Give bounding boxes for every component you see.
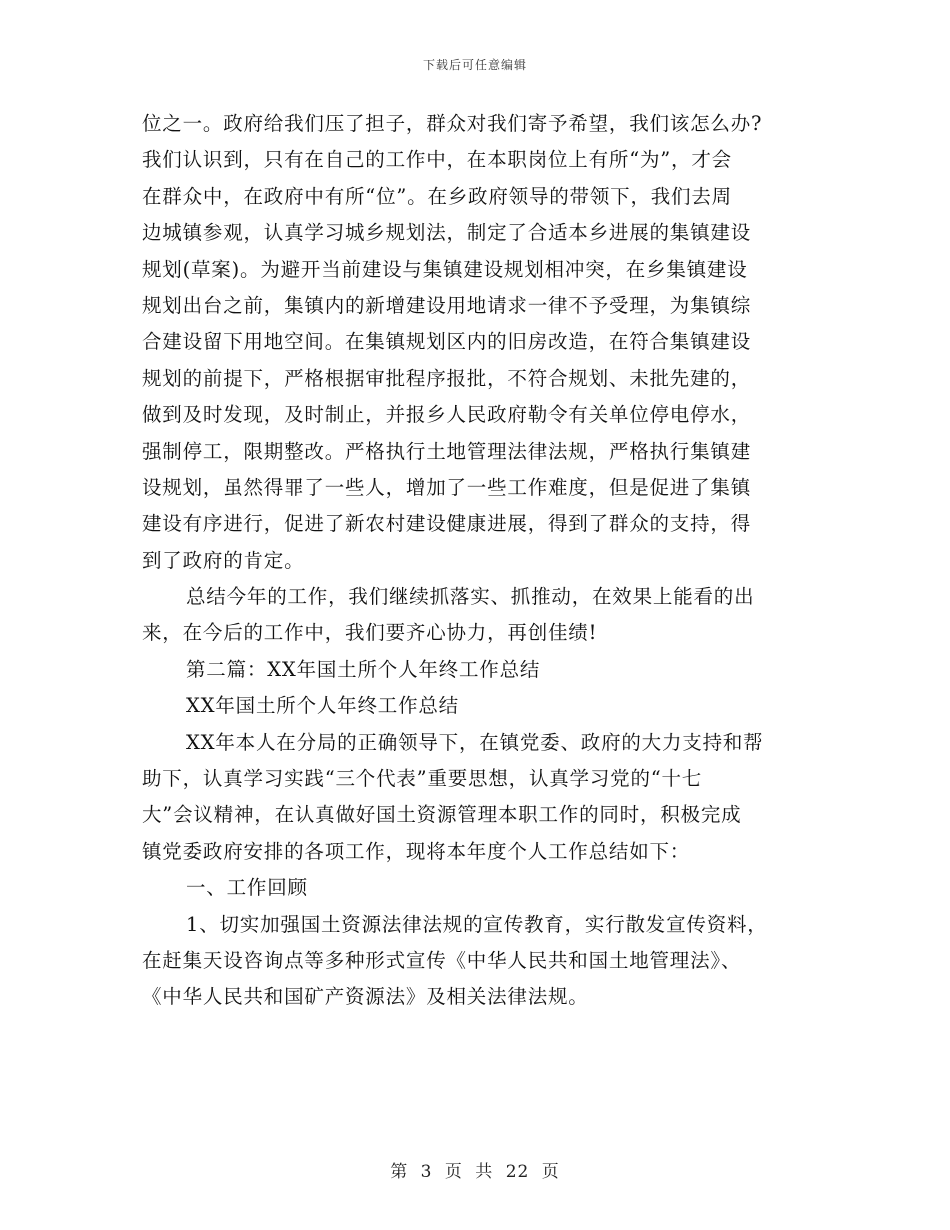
body-line: 规划(草案)。为避开当前建设与集镇建设规划相冲突，在乡集镇建设 — [142, 257, 748, 281]
body-line: 来，在今后的工作中，我们要齐心协力，再创佳绩! — [142, 621, 598, 645]
document-body — [142, 106, 807, 1016]
body-line: 镇党委政府安排的各项工作，现将本年度个人工作总结如下： — [142, 839, 691, 863]
body-line: 在群众中，在政府中有所“位”。在乡政府领导的带领下，我们去周 — [142, 184, 732, 208]
paragraph-start-line: 总结今年的工作，我们继续抓落实、抓推动，在效果上能看的出 — [186, 585, 755, 609]
body-line: 建设有序进行，促进了新农村建设健康进展，得到了群众的支持，得 — [142, 512, 752, 536]
subsection-heading: 一、工作回顾 — [186, 876, 308, 900]
page-number-footer: 第 3 页 共 22 页 — [390, 1162, 560, 1182]
page-header: 下载后可任意编辑 — [422, 58, 527, 72]
body-line: 到了政府的肯定。 — [142, 548, 305, 572]
body-line: 助下，认真学习实践“三个代表”重要思想，认真学习党的“十七 — [142, 767, 703, 791]
body-line: 设规划，虽然得罪了一些人，增加了一些工作难度，但是促进了集镇 — [142, 475, 752, 499]
paragraph-start-line: XX年本人在分局的正确领导下，在镇党委、政府的大力支持和帮 — [186, 730, 764, 754]
paragraph-start-line: 1、切实加强国土资源法律法规的宣传教育，实行散发宣传资料， — [186, 912, 768, 936]
body-line: 边城镇参观，认真学习城乡规划法，制定了合适本乡进展的集镇建设 — [142, 221, 752, 245]
body-line: 位之一。政府给我们压了担子，群众对我们寄予希望，我们该怎么办? — [142, 112, 763, 135]
body-line: 强制停工，限期整改。严格执行土地管理法律法规，严格执行集镇建 — [142, 439, 752, 463]
body-line: 做到及时发现，及时制止，并报乡人民政府勒令有关单位停电停水， — [142, 403, 752, 427]
body-line: 在赶集天设咨询点等多种形式宣传《中华人民共和国土地管理法》、 — [142, 948, 742, 972]
body-line: 《中华人民共和国矿产资源法》及相关法律法规。 — [142, 985, 589, 1009]
body-line: 合建设留下用地空间。在集镇规划区内的旧房改造，在符合集镇建设 — [142, 330, 752, 354]
body-line: 规划出台之前，集镇内的新增建设用地请求一律不予受理，为集镇综 — [142, 293, 752, 317]
section-heading: 第二篇：XX年国土所个人年终工作总结 — [186, 657, 541, 681]
body-line: 规划的前提下，严格根据审批程序报批，不符合规划、未批先建的， — [142, 366, 752, 390]
body-line: 我们认识到，只有在自己的工作中，在本职岗位上有所“为”，才会 — [142, 148, 732, 172]
article-title: XX年国土所个人年终工作总结 — [186, 694, 459, 718]
body-line: 大”会议精神，在认真做好国土资源管理本职工作的同时，积极完成 — [142, 803, 742, 827]
